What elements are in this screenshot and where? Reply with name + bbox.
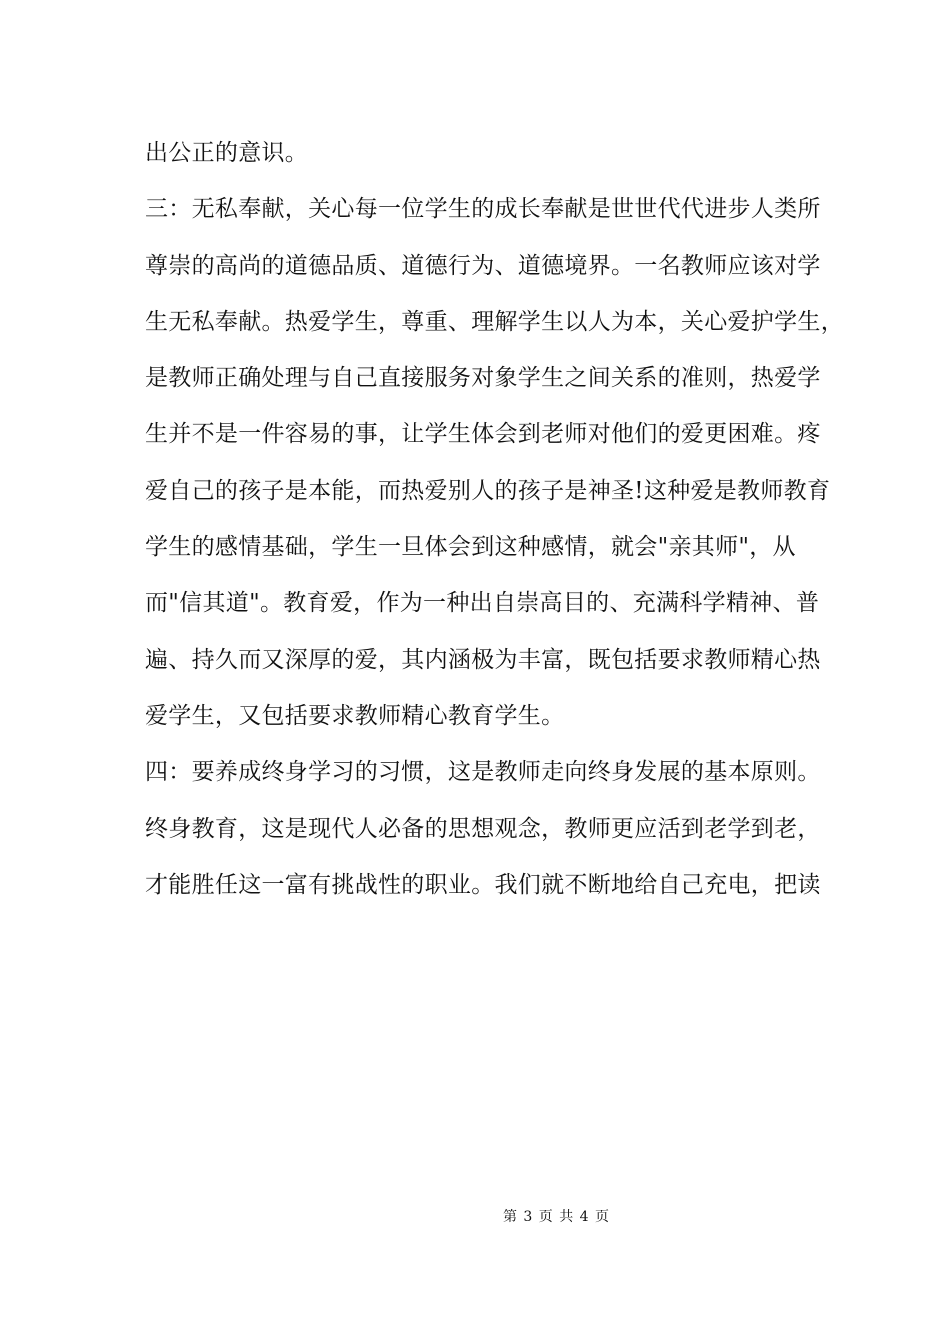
page-footer — [0, 1206, 950, 1226]
text-line: 爱学生，又包括要求教师精心教育学生。 — [145, 702, 565, 729]
text-line: 生无私奉献。热爱学生，尊重、理解学生以人为本，关心爱护学生， — [145, 308, 844, 335]
text-line: 终身教育，这是现代人必备的思想观念，教师更应活到老学到老， — [145, 815, 821, 842]
text-line: 爱自己的孩子是本能，而热爱别人的孩子是神圣!这种爱是教师教育 — [145, 477, 831, 504]
text-line: 尊崇的高尚的道德品质、道德行为、道德境界。一名教师应该对学 — [145, 252, 821, 279]
page-number: 第 3 页 共 4 页 — [502, 1209, 611, 1225]
text-line: 是教师正确处理与自己直接服务对象学生之间关系的准则，热爱学 — [145, 365, 821, 392]
text-line: 而"信其道"。教育爱，作为一种出自崇高目的、充满科学精神、普 — [145, 590, 820, 617]
text-line: 遍、持久而又深厚的爱，其内涵极为丰富，既包括要求教师精心热 — [145, 646, 821, 673]
text-line: 学生的感情基础，学生一旦体会到这种感情，就会"亲其师"，从 — [145, 534, 796, 561]
text-line: 三：无私奉献，关心每一位学生的成长奉献是世世代代进步人类所 — [145, 196, 821, 223]
body-text — [145, 131, 844, 919]
text-line: 才能胜任这一富有挑战性的职业。我们就不断地给自己充电，把读 — [145, 871, 821, 898]
text-line: 生并不是一件容易的事，让学生体会到老师对他们的爱更困难。疼 — [145, 421, 821, 448]
text-line: 出公正的意识。 — [145, 140, 309, 166]
text-line: 四：要养成终身学习的习惯，这是教师走向终身发展的基本原则。 — [145, 759, 821, 786]
